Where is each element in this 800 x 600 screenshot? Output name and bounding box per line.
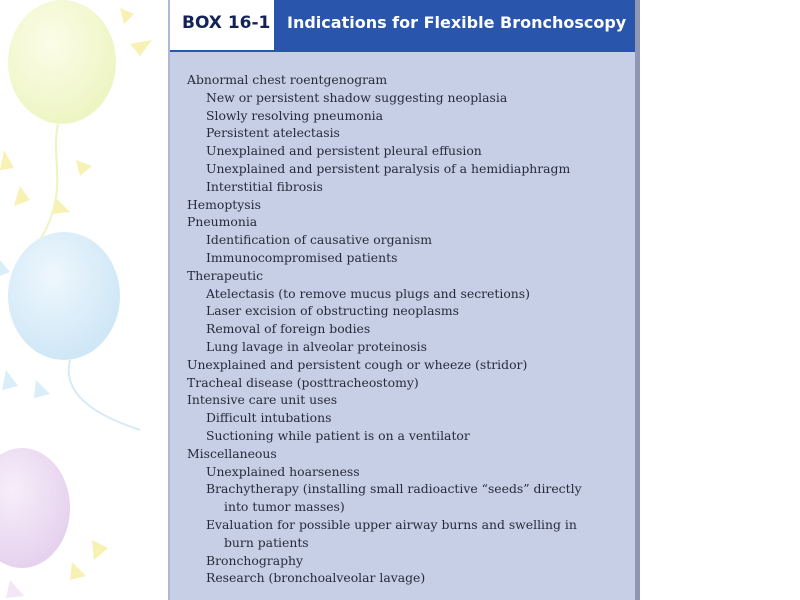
indication-item: Interstitial fibrosis [206,178,323,194]
bronchoscopy-box [168,0,640,600]
category-heading: Tracheal disease (posttracheostomy) [187,374,419,390]
indication-item: New or persistent shadow suggesting neoplasia [206,89,508,105]
indication-item: burn patients [224,534,309,550]
indication-item: Unexplained and persistent paralysis of a hemidiaphragm [206,160,571,176]
indication-item: Atelectasis (to remove mucus plugs and secretions) [206,285,530,301]
category-heading: Abnormal chest roentgenogram [187,72,388,87]
indication-item: Research (bronchoalveolar lavage) [206,570,426,586]
box-title: Indications for Flexible Bronchoscopy [287,13,627,32]
category-heading: Miscellaneous [187,445,277,461]
category-heading: Therapeutic [187,267,264,283]
indication-item: Removal of foreign bodies [206,321,371,337]
category-heading: Unexplained and persistent cough or wheeze (stridor) [187,356,528,372]
indication-item: Bronchography [206,552,304,568]
blue-balloon-icon [0,232,140,430]
indication-item: Persistent atelectasis [206,125,340,141]
box-label: BOX 16-1 [170,0,276,50]
purple-balloon-icon [0,448,108,598]
indication-item: Difficult intubations [206,410,332,426]
indication-item: into tumor masses) [224,499,345,515]
category-heading: Intensive care unit uses [187,392,338,408]
box-header [170,0,635,52]
indication-item: Suctioning while patient is on a ventilator [206,427,470,443]
indication-item: Evaluation for possible upper airway burns and swelling in [206,516,577,532]
indication-item: Slowly resolving pneumonia [206,107,384,123]
category-heading: Pneumonia [187,214,258,230]
yellow-balloon-icon [0,0,152,240]
indication-item: Lung lavage in alveolar proteinosis [206,338,427,354]
indication-item: Identification of causative organism [206,232,432,248]
indication-item: Immunocompromised patients [206,249,398,265]
indication-item: Unexplained hoarseness [206,463,360,479]
indications-list [187,71,632,587]
indication-item: Laser excision of obstructing neoplasms [206,303,459,319]
indication-item: Unexplained and persistent pleural effusion [206,143,482,159]
indication-item: Brachytherapy (installing small radioactive “seeds” directly [206,481,582,497]
category-heading: Hemoptysis [187,196,261,212]
